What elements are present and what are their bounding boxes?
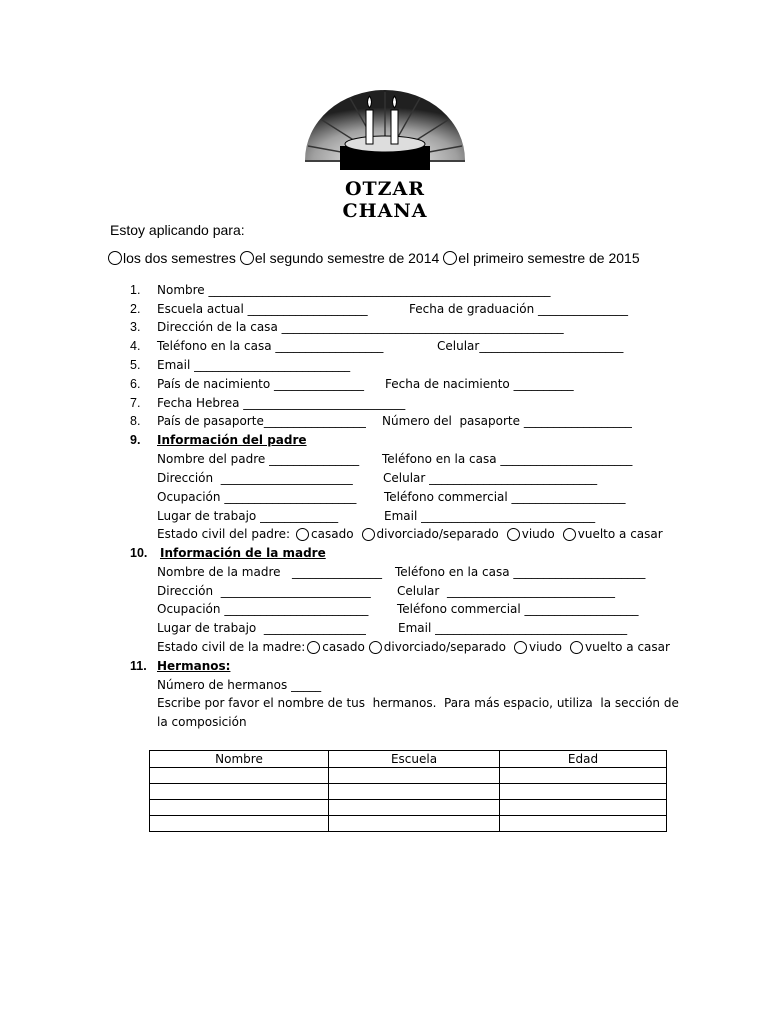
radio-father-divorciado[interactable] [362, 528, 375, 541]
cell-nombre[interactable] [150, 784, 329, 800]
field-fecha-graduacion[interactable]: Fecha de graduación _______________ [409, 302, 628, 316]
radio-first-semester-2015[interactable] [443, 251, 457, 265]
field-numero-hermanos[interactable]: Número de hermanos _____ [157, 678, 322, 692]
field-numero-pasaporte[interactable]: Número del pasaporte __________________ [382, 414, 632, 428]
siblings-table [149, 750, 667, 832]
father-option-viudo: viudo [521, 527, 555, 541]
field-telefono-commercial-madre[interactable]: Teléfono commercial ___________________ [397, 602, 639, 616]
cell-escuela[interactable] [329, 768, 500, 784]
item-number: 3. [130, 320, 141, 334]
cell-edad[interactable] [500, 768, 667, 784]
field-email-madre[interactable]: Email ________________________________ [398, 621, 628, 635]
field-nombre-madre[interactable]: Nombre de la madre _______________ [157, 565, 382, 579]
option-label-second-2014: el segundo semestre de 2014 [254, 250, 440, 266]
field-ocupacion-madre[interactable]: Ocupación ________________________ [157, 602, 369, 616]
cell-edad[interactable] [500, 800, 667, 816]
mother-marital-row [157, 640, 670, 654]
field-direccion[interactable]: Dirección de la casa _______________________________________________ [157, 320, 564, 334]
cell-nombre[interactable] [150, 816, 329, 832]
field-email-padre[interactable]: Email _____________________________ [384, 509, 596, 523]
father-option-vuelto: vuelto a casar [577, 527, 663, 541]
semester-options [108, 250, 640, 266]
father-option-casado: casado [311, 527, 354, 541]
table-row [150, 768, 667, 784]
cell-edad[interactable] [500, 784, 667, 800]
item-number: 9. [130, 433, 141, 447]
radio-father-viudo[interactable] [507, 528, 520, 541]
col-header-nombre: Nombre [150, 751, 329, 768]
radio-father-casado[interactable] [296, 528, 309, 541]
field-lugar-trabajo-madre[interactable]: Lugar de trabajo _________________ [157, 621, 366, 635]
cell-escuela[interactable] [329, 784, 500, 800]
field-email[interactable]: Email __________________________ [157, 358, 351, 372]
cell-nombre[interactable] [150, 768, 329, 784]
option-label-both: los dos semestres [123, 250, 236, 266]
radio-mother-divorciado[interactable] [369, 641, 382, 654]
table-row [150, 800, 667, 816]
father-option-divorciado: divorciado/separado [376, 527, 499, 541]
table-header-row [150, 751, 667, 768]
field-pais-nacimiento[interactable]: País de nacimiento _______________ [157, 377, 365, 391]
item-number: 7. [130, 396, 141, 410]
mother-marital-label: Estado civil de la madre: [157, 640, 306, 654]
field-telefono-casa[interactable]: Teléfono en la casa __________________ [157, 339, 384, 353]
mother-option-casado: casado [322, 640, 365, 654]
father-marital-label: Estado civil del padre: [157, 527, 291, 541]
section-father-heading: Información del padre [157, 433, 307, 447]
cell-escuela[interactable] [329, 816, 500, 832]
siblings-instructions: Escribe por favor el nombre de tus hermanos. Para más espacio, utiliza la sección de [157, 696, 679, 710]
field-lugar-trabajo-padre[interactable]: Lugar de trabajo _____________ [157, 509, 339, 523]
item-number: 4. [130, 339, 141, 353]
item-number: 1. [130, 283, 141, 297]
col-header-escuela: Escuela [329, 751, 500, 768]
field-celular-padre[interactable]: Celular ____________________________ [383, 471, 598, 485]
section-siblings-heading: Hermanos: [157, 659, 231, 673]
field-escuela-actual[interactable]: Escuela actual ____________________ [157, 302, 368, 316]
item-number: 2. [130, 302, 141, 316]
radio-mother-casado[interactable] [307, 641, 320, 654]
father-marital-row [157, 527, 663, 541]
item-number: 5. [130, 358, 141, 372]
item-number: 6. [130, 377, 141, 391]
radio-mother-vuelto[interactable] [570, 641, 583, 654]
logo-wordmark: OTZAR CHANA [342, 178, 428, 222]
option-label-first-2015: el primeiro semestre de 2015 [458, 250, 640, 266]
radio-mother-viudo[interactable] [514, 641, 527, 654]
cell-nombre[interactable] [150, 800, 329, 816]
radio-father-vuelto[interactable] [563, 528, 576, 541]
field-pais-pasaporte[interactable]: País de pasaporte_________________ [157, 414, 366, 428]
field-telefono-padre[interactable]: Teléfono en la casa ______________________ [382, 452, 633, 466]
field-telefono-madre[interactable]: Teléfono en la casa ______________________ [395, 565, 646, 579]
mother-option-vuelto: vuelto a casar [584, 640, 670, 654]
apply-label: Estoy aplicando para: [110, 222, 245, 238]
table-row [150, 784, 667, 800]
field-nombre[interactable]: Nombre _________________________________________________________ [157, 283, 551, 297]
field-direccion-padre[interactable]: Dirección ______________________ [157, 471, 353, 485]
field-celular[interactable]: Celular________________________ [437, 339, 624, 353]
radio-both-semesters[interactable] [108, 251, 122, 265]
table-row [150, 816, 667, 832]
field-nombre-padre[interactable]: Nombre del padre _______________ [157, 452, 360, 466]
field-fecha-hebrea[interactable]: Fecha Hebrea ___________________________ [157, 396, 406, 410]
siblings-instructions-cont: la composición [157, 715, 247, 729]
item-number: 10. [130, 546, 148, 560]
field-telefono-commercial-padre[interactable]: Teléfono commercial ___________________ [384, 490, 626, 504]
col-header-edad: Edad [500, 751, 667, 768]
field-fecha-nacimiento[interactable]: Fecha de nacimiento __________ [385, 377, 574, 391]
field-direccion-madre[interactable]: Dirección _________________________ [157, 584, 371, 598]
cell-escuela[interactable] [329, 800, 500, 816]
mother-option-divorciado: divorciado/separado [383, 640, 506, 654]
field-ocupacion-padre[interactable]: Ocupación ______________________ [157, 490, 357, 504]
section-mother-heading: Información de la madre [160, 546, 326, 560]
field-celular-madre[interactable]: Celular ____________________________ [397, 584, 615, 598]
item-number: 11. [130, 659, 147, 673]
mother-option-viudo: viudo [528, 640, 562, 654]
item-number: 8. [130, 414, 141, 428]
radio-second-semester-2014[interactable] [240, 251, 254, 265]
cell-edad[interactable] [500, 816, 667, 832]
